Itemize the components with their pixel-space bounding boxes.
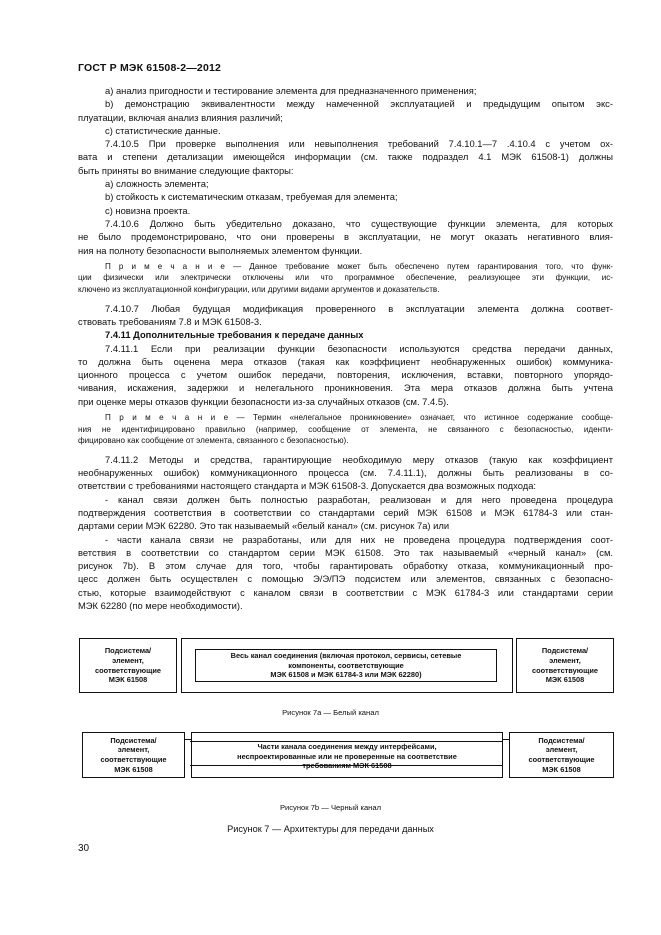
text-line: 7.4.11 Дополнительные требования к передаче данных	[105, 329, 364, 341]
text-line: рисунок 7b). В этом случае для того, чтобы гарантировать обработку отказа, коммуникационный про-	[78, 560, 613, 572]
note-paragraph	[78, 261, 613, 296]
paragraph	[78, 453, 613, 493]
text-line: b) стойкость к систематическим отказам, требуемая для элемента;	[105, 191, 398, 203]
fig7b-caption: Рисунок 7b — Черный канал	[279, 803, 382, 812]
fig7b-center-box	[191, 732, 503, 778]
text-line: 7.4.10.5 При проверке выполнения или невыполнения требований 7.4.10.1—7 .4.10.4 с учетом ох-	[105, 138, 613, 150]
text-line: ния на полноту безопасности выполняемых элементом функции.	[78, 244, 363, 256]
box-text-line: Весь канал соединения (включая протокол, сервисы, сетевые	[230, 651, 462, 661]
fig7a-left-box	[79, 638, 177, 693]
document-header: ГОСТ Р МЭК 61508-2—2012	[78, 62, 222, 74]
text-line: при оценке меры отказов функции безопасности из-за случайных отказов (см. 7.4.5).	[78, 395, 449, 407]
text-line: с) новизна проекта.	[105, 204, 191, 216]
text-line: ствовать требованиям 7.8 и МЭК 61508-3.	[78, 315, 262, 327]
box-text-line: соответствующие	[100, 755, 167, 764]
paragraph	[78, 84, 613, 97]
text-line: П р и м е ч а н и е — Данное требование может быть обеспечено путем гарантирования того, что функ-	[105, 261, 613, 271]
text-line: с) статистические данные.	[105, 124, 221, 136]
text-line: ответствии с требованиями настоящего стандарта и МЭК 61508-3. Допускается два возможных подхода:	[78, 480, 537, 492]
page-number: 30	[78, 843, 90, 854]
box-text-line: МЭК 61508	[114, 764, 153, 774]
box-text-line: МЭК 61508	[542, 764, 581, 774]
text-line: плуатации, включая анализ влияния различий;	[78, 111, 283, 123]
fig7b-left-box	[82, 732, 185, 778]
box-text-line: элемент,	[112, 655, 144, 665]
box-text-line: соответствующие	[528, 755, 595, 764]
paragraph	[78, 177, 613, 190]
paragraph	[78, 342, 613, 408]
document-body	[78, 84, 613, 612]
text-line: П р и м е ч а н и е — Термин «нелегальное проникновение» означает, что истинное содержание сообще-	[105, 413, 613, 423]
box-text-line: Подсистема/	[541, 646, 589, 656]
text-line: не было продемонстрировано, что они проверены в эксплуатации, не могут оказать негативного влия-	[78, 231, 613, 243]
box-text-line: элемент,	[549, 655, 581, 665]
text-line: быть приняты во внимание следующие факторы:	[78, 164, 294, 176]
text-line: а) анализ пригодности и тестирование элемента для предназначенного применения;	[105, 85, 477, 96]
box-text-line: требованиям МЭК 61508	[302, 761, 392, 771]
text-line: фицировано как сообщение от элемента, связанного с безопасностью).	[78, 436, 349, 446]
box-text-line: Подсистема/	[110, 735, 157, 745]
box-text-line: компоненты, соответствующие	[288, 660, 404, 670]
text-line: цесс должен быть осуществлен с помощью Э/Э/ПЭ подсистем или элементов, связанных с безопасно-	[78, 573, 613, 585]
text-line: b) демонстрацию эквивалентности между намеченной эксплуатацией и предыдущим опытом экс-	[105, 98, 613, 110]
text-line: а) сложность элемента;	[105, 178, 209, 190]
fig7b-right-box	[509, 732, 614, 778]
text-line: ции физически или электрически отключены или что программное обеспечение, реализующее эти функции, ис-	[78, 273, 613, 283]
text-line: 7.4.10.6 Должно быть убедительно доказано, что существующие функции элемента, для которых	[105, 217, 613, 229]
paragraph	[78, 97, 613, 124]
text-line: стью, которые взаимодействуют с каналом связи в соответствии с МЭК 61784-3 или стандартами серии	[78, 586, 613, 598]
text-line: МЭК 62280 (по мере необходимости).	[78, 600, 243, 612]
fig7a-center-box	[181, 638, 513, 693]
text-line: подтверждения соответствия в соответствии со стандартами серий МЭК 61508 и МЭК 61784-3 или стан-	[78, 506, 613, 518]
paragraph	[78, 217, 613, 257]
text-line: ционного процесса с учетом ошибок передачи, повторения, исключения, вставки, повторного упорядо-	[78, 369, 613, 381]
text-line: - канал связи должен быть полностью разработан, реализован и для него проведена процедура	[105, 493, 613, 505]
paragraph	[78, 204, 613, 217]
paragraph	[78, 302, 613, 329]
text-line: вата и степени детализации имеющейся информации (см. также подраздел 4.1 МЭК 61508-1) должны	[78, 151, 613, 163]
box-text-line: МЭК 61508 и МЭК 61784-3 или МЭК 62280)	[270, 670, 422, 680]
box-text-line: элемент,	[117, 745, 150, 755]
box-text-line: МЭК 61508	[108, 675, 148, 685]
text-line: то должна быть оценена мера отказов (такая как коэффициент необнаруженных ошибок) коммуника-	[78, 355, 613, 367]
paragraph	[78, 124, 613, 137]
text-line: 7.4.11.1 Если при реализации функции безопасности используются средства передачи данных,	[105, 342, 613, 354]
text-line: ветствия в соответствии со стандартом серии МЭК 61508. Это так называемый «черный канал» (см.	[78, 546, 613, 558]
fig7a-inner-box	[195, 649, 497, 682]
box-text-line: Подсистема/	[538, 735, 585, 745]
text-line: ния не идентифицировано правильно (например, сообщение от элемента, не связанного с безопасностью, иденти-	[78, 424, 613, 434]
figure-title: Рисунок 7 — Архитектуры для передачи данных	[227, 824, 434, 834]
box-text-line: Части канала соединения между интерфейсами,	[257, 742, 437, 751]
text-line: чивания, искажения, задержки и нелегального проникновения. Эта мера отказов должна быть учтена	[78, 382, 613, 394]
box-text-line: соответствующие	[95, 665, 161, 675]
text-line: необнаруженных ошибок) коммуникационного процесса (см. 7.4.11.1), должны быть реализованы в со-	[78, 467, 613, 479]
paragraph	[78, 533, 613, 613]
fig7a-caption: Рисунок 7а — Белый канал	[282, 708, 379, 717]
paragraph	[78, 137, 613, 177]
text-line: 7.4.10.7 Любая будущая модификация проверенного в эксплуатации элемента должна соответ-	[105, 302, 613, 314]
note-paragraph	[78, 412, 613, 447]
text-line: ключено из эксплуатационной конфигурации, или другими видами аргументов и доказательств.	[78, 285, 440, 295]
paragraph	[78, 493, 613, 533]
box-text-line: элемент,	[545, 745, 578, 755]
text-line: 7.4.11.2 Методы и средства, гарантирующие необходимую меру отказов (такую как коэффициент	[105, 453, 613, 465]
box-text-line: Подсистема/	[104, 646, 152, 656]
fig7a-right-box	[516, 638, 614, 693]
box-text-line: МЭК 61508	[545, 675, 585, 685]
paragraph	[78, 190, 613, 203]
text-line: - части канала связи не разработаны, или для них не проведена процедура подтверждения соот-	[105, 533, 613, 545]
text-line: дартами серии МЭК 62280. Это так называемый «белый канал» (см. рисунок 7а) или	[78, 520, 450, 532]
box-text-line: неспроектированные или не проверенные на соответствие	[237, 751, 457, 761]
box-text-line: соответствующие	[532, 665, 598, 675]
paragraph	[78, 328, 613, 341]
